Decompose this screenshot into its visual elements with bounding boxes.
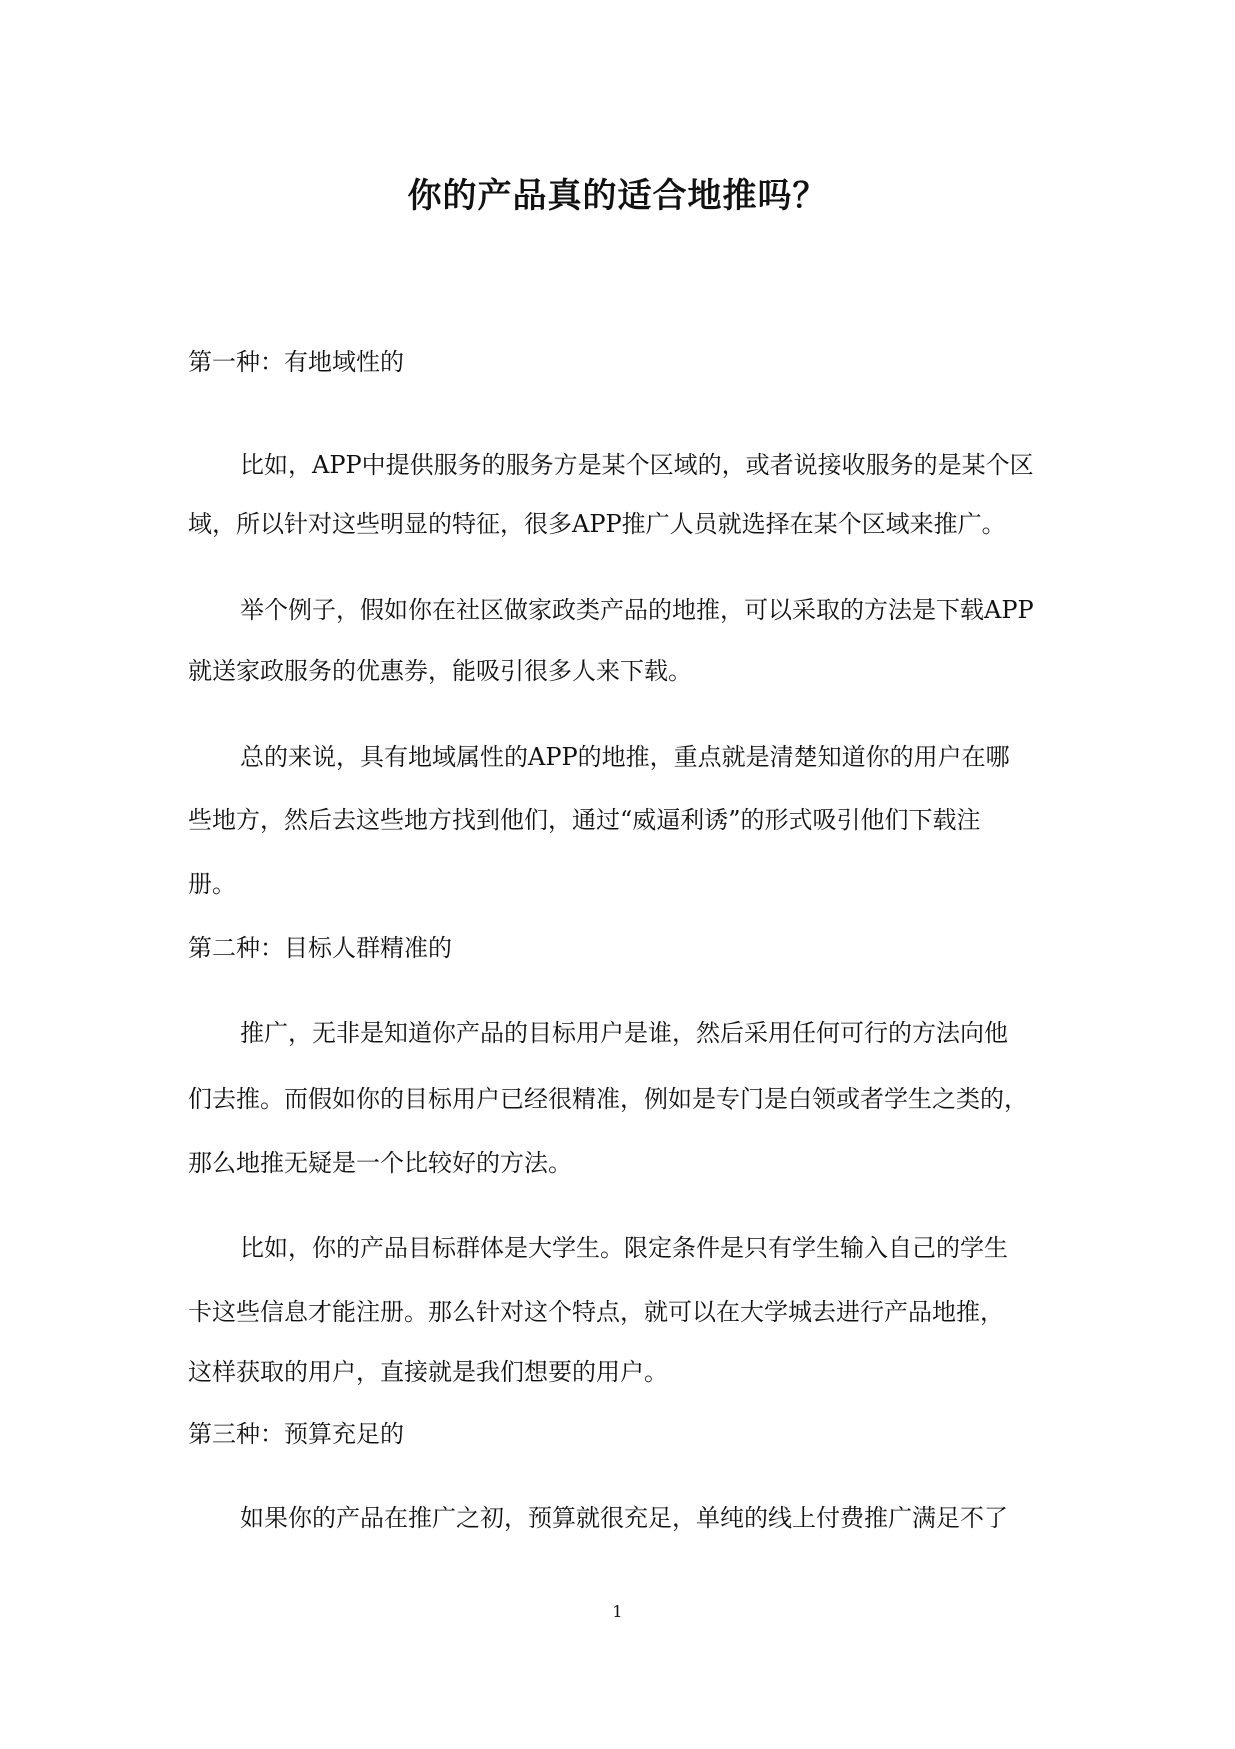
section-heading-1: 第一种：有地域性的	[188, 348, 404, 376]
paragraph-line: 册。	[188, 870, 236, 898]
paragraph-line: 如果你的产品在推广之初，预算就很充足，单纯的线上付费推广满足不了	[240, 1504, 1008, 1532]
paragraph-line: 总的来说，具有地域属性的APP的地推，重点就是清楚知道你的用户在哪	[240, 743, 1010, 771]
page-title: 你的产品真的适合地推吗？	[407, 176, 828, 216]
paragraph-line: 些地方，然后去这些地方找到他们，通过“威逼利诱”的形式吸引他们下载注	[188, 806, 981, 834]
paragraph-line: 就送家政服务的优惠券，能吸引很多人来下载。	[188, 657, 692, 685]
paragraph-line: 比如，APP中提供服务的服务方是某个区域的，或者说接收服务的是某个区	[240, 451, 1034, 479]
paragraph-line: 这样获取的用户，直接就是我们想要的用户。	[188, 1358, 668, 1386]
section-heading-2: 第二种：目标人群精准的	[188, 934, 452, 962]
paragraph-line: 们去推。而假如你的目标用户已经很精准，例如是专门是白领或者学生之类的，	[188, 1085, 1028, 1113]
paragraph-line: 那么地推无疑是一个比较好的方法。	[188, 1149, 572, 1177]
paragraph-line: 推广，无非是知道你产品的目标用户是谁，然后采用任何可行的方法向他	[240, 1019, 1008, 1047]
page-number: 1	[612, 1602, 623, 1621]
paragraph-line: 域，所以针对这些明显的特征，很多APP推广人员就选择在某个区域来推广。	[188, 510, 1006, 538]
paragraph-line: 卡这些信息才能注册。那么针对这个特点，就可以在大学城去进行产品地推，	[188, 1298, 1004, 1326]
section-heading-3: 第三种：预算充足的	[188, 1420, 404, 1448]
paragraph-line: 举个例子，假如你在社区做家政类产品的地推，可以采取的方法是下载APP	[240, 596, 1034, 624]
paragraph-line: 比如，你的产品目标群体是大学生。限定条件是只有学生输入自己的学生	[240, 1234, 1008, 1262]
